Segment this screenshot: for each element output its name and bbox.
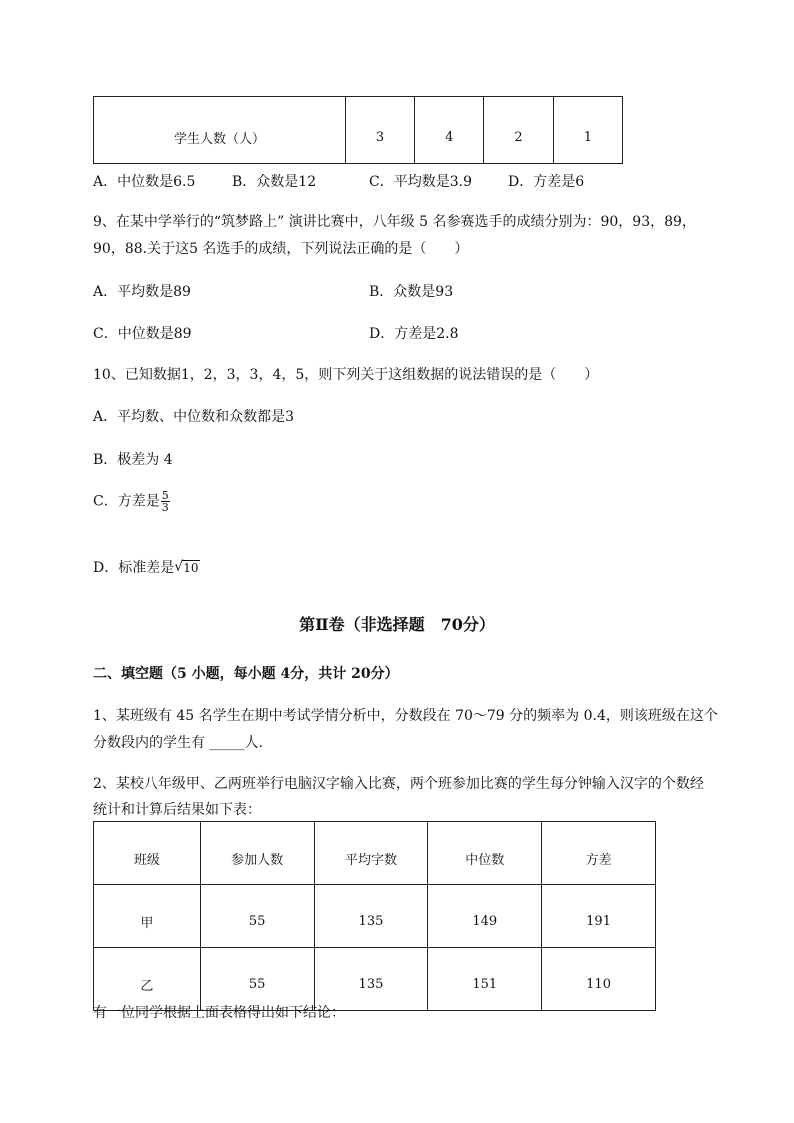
typing-contest-table [93, 821, 656, 1011]
q8-option-d: D．方差是6 [508, 174, 585, 190]
radical-icon: √ [174, 559, 184, 575]
table-cell: 110 [542, 948, 656, 1011]
fill1-line1: 1、某班级有 45 名学生在期中考试学情分析中，分数段在 70～79 分的频率为 0.4，则该班级在这个 [93, 708, 718, 724]
table-header: 方差 [542, 822, 656, 885]
table-row [94, 885, 656, 948]
q9-option-d: D．方差是2.8 [369, 326, 459, 342]
table-header: 平均字数 [314, 822, 428, 885]
fill2-line1: 2、某校八年级甲、乙两班举行电脑汉字输入比赛，两个班参加比赛的学生每分钟输入汉字的个数经 [93, 776, 704, 792]
table-cell: 135 [314, 948, 428, 1011]
table-cell: 3 [345, 97, 414, 164]
section2-heading: 二、填空题（5 小题，每小题 4分，共计 20分） [93, 666, 399, 682]
q10-option-b: B．极差为 4 [93, 452, 173, 468]
table-row [94, 97, 623, 164]
q10-option-d [93, 557, 200, 577]
q8-option-c: C．平均数是3.9 [369, 174, 472, 190]
table-cell: 135 [314, 885, 428, 948]
table-cell: 4 [415, 97, 484, 164]
fill1-line2: 分数段内的学生有 _____人. [93, 735, 263, 751]
fraction-denominator: 3 [161, 501, 169, 514]
q9-option-c: C．中位数是89 [93, 326, 192, 342]
conclusion-text: 有一位同学根据上面表格得出如下结论： [93, 1005, 345, 1021]
student-count-table [93, 96, 623, 164]
q9-option-a: A．平均数是89 [93, 284, 191, 300]
table-cell: 甲 [94, 885, 201, 948]
table-cell: 1 [553, 97, 622, 164]
square-root [174, 561, 199, 575]
row-label: 学生人数（人） [94, 97, 346, 164]
q10-stem: 10、已知数据1，2，3，3，4，5，则下列关于这组数据的说法错误的是（ ） [93, 367, 599, 383]
q10-option-c [93, 490, 170, 513]
fill2-line2: 统计和计算后结果如下表： [93, 802, 261, 818]
q8-option-a: A．中位数是6.5 [93, 174, 196, 190]
table-header: 班级 [94, 822, 201, 885]
table-header: 中位数 [428, 822, 542, 885]
table-cell: 151 [428, 948, 542, 1011]
table-cell: 55 [200, 948, 314, 1011]
q10-option-d-label: D．标准差是 [93, 560, 175, 576]
table-header-row [94, 822, 656, 885]
table-header: 参加人数 [200, 822, 314, 885]
q9-option-b: B．众数是93 [369, 284, 454, 300]
part2-title: 第Ⅱ卷（非选择题 70分） [299, 615, 495, 634]
table-cell: 191 [542, 885, 656, 948]
q8-option-b: B．众数是12 [232, 174, 317, 190]
q10-option-c-label: C．方差是 [93, 493, 160, 510]
fraction-numerator: 5 [161, 489, 169, 502]
q9-stem-line1: 9、在某中学举行的“筑梦路上” 演讲比赛中，八年级 5 名参赛选手的成绩分别为：90，93，89， [93, 214, 696, 230]
q9-stem-line2: 90，88.关于这5 名选手的成绩，下列说法正确的是（ ） [93, 241, 469, 257]
fraction [161, 490, 170, 513]
radicand: 10 [183, 561, 199, 575]
table-cell: 2 [484, 97, 553, 164]
table-cell: 乙 [94, 948, 201, 1011]
table-cell: 149 [428, 885, 542, 948]
table-cell: 55 [200, 885, 314, 948]
q10-option-a: A．平均数、中位数和众数都是3 [93, 409, 295, 425]
